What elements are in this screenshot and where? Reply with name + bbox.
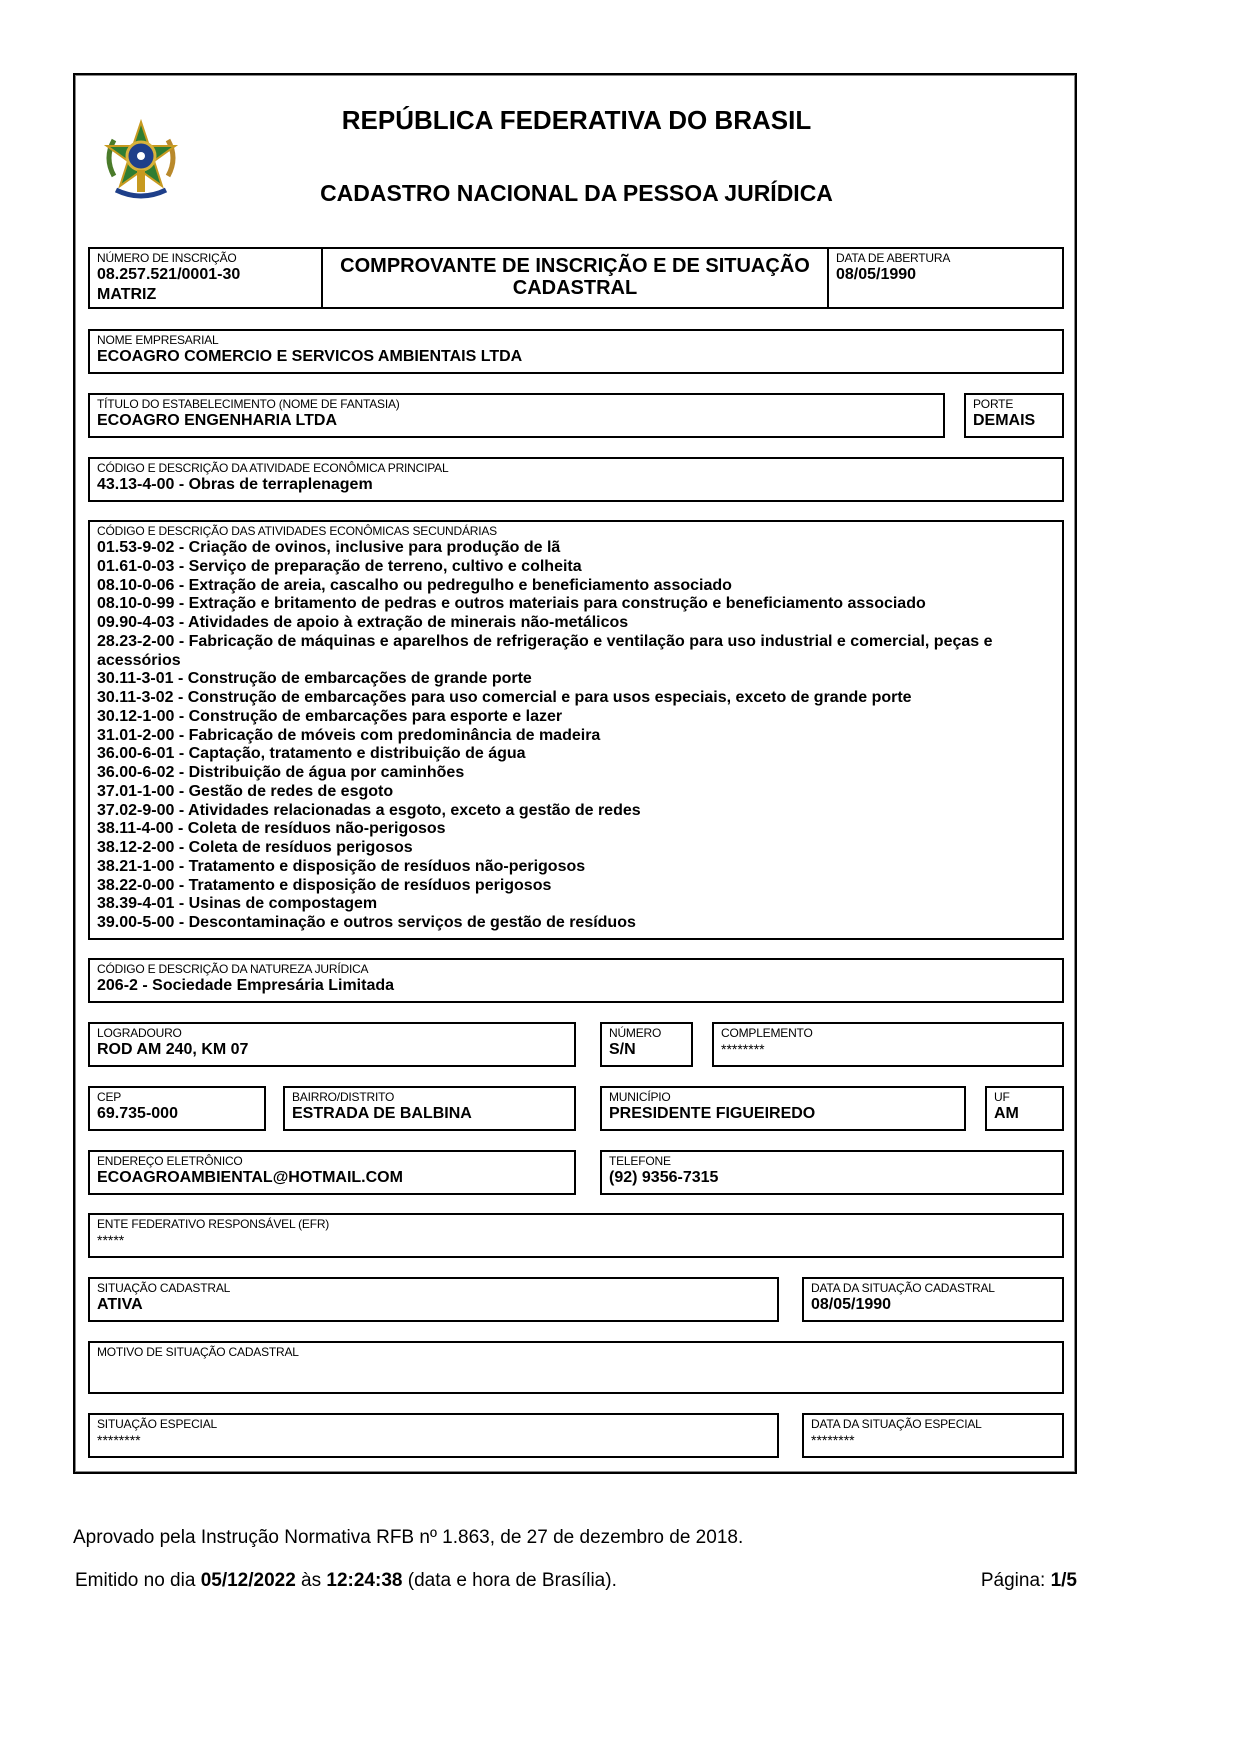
secondary-activity-item: 36.00-6-02 - Distribuição de água por caminhões [97,764,465,781]
situacao-especial-label: SITUAÇÃO ESPECIAL [97,1417,217,1431]
logradouro-field [88,1022,576,1067]
secondary-activity-item: 30.11-3-02 - Construção de embarcações para uso comercial e para usos especiais, exceto de grande porte [97,689,912,706]
uf-value: AM [994,1105,1019,1122]
municipio-label: MUNICÍPIO [609,1090,671,1104]
bairro-label: BAIRRO/DISTRITO [292,1090,395,1104]
porte-field [964,393,1064,438]
secondary-activity-item: 08.10-0-06 - Extração de areia, cascalho ou pedregulho e beneficiamento associado [97,576,732,594]
natureza-value: 206-2 - Sociedade Empresária Limitada [97,977,395,994]
nome-label: NOME EMPRESARIAL [97,333,219,347]
secondary-activity-item: 38.12-2-00 - Coleta de resíduos perigosos [97,839,413,856]
inscricao-label: NÚMERO DE INSCRIÇÃO [97,251,237,265]
secondary-activity-item: 39.00-5-00 - Descontaminação e outros serviços de gestão de resíduos [97,914,636,931]
situacao-especial-value: ******** [97,1432,141,1448]
secondary-activity-item: 08.10-0-99 - Extração e britamento de pedras e outros materiais para construção e beneficiamento associado [97,595,926,613]
situacao-cadastral-field [88,1277,779,1322]
uf-field [985,1086,1064,1131]
abertura-label: DATA DE ABERTURA [836,251,951,265]
secondary-activity-item: 38.11-4-00 - Coleta de resíduos não-perigosos [97,820,446,838]
emission-prefix: Emitido no dia [75,1570,201,1591]
cep-value: 69.735-000 [97,1105,178,1122]
secondary-activity-item: 37.02-9-00 - Atividades relacionadas a esgoto, exceto a gestão de redes [97,801,641,819]
atividades-secundarias-label: CÓDIGO E DESCRIÇÃO DAS ATIVIDADES ECONÔMICAS SECUNDÁRIAS [97,524,497,538]
efr-label: ENTE FEDERATIVO RESPONSÁVEL (EFR) [97,1217,330,1231]
atividade-principal-label: CÓDIGO E DESCRIÇÃO DA ATIVIDADE ECONÔMICA PRINCIPAL [97,461,449,475]
abertura-field [827,247,1064,309]
motivo-field [88,1341,1064,1394]
cep-field [88,1086,266,1131]
logradouro-value: ROD AM 240, KM 07 [97,1041,249,1058]
municipio-field [600,1086,966,1131]
porte-value: DEMAIS [973,412,1036,429]
fantasia-value: ECOAGRO ENGENHARIA LTDA [97,412,337,429]
comprovante-title-line2: CADASTRAL [512,277,638,299]
atividade-principal-value: 43.13-4-00 - Obras de terraplenagem [97,476,373,493]
logradouro-label: LOGRADOURO [97,1026,182,1040]
abertura-value: 08/05/1990 [836,266,917,283]
emission-suffix: (data e hora de Brasília). [402,1570,617,1591]
bairro-value: ESTRADA DE BALBINA [292,1105,472,1122]
approval-note: Aprovado pela Instrução Normativa RFB nº 1.863, de 27 de dezembro de 2018. [73,1527,744,1548]
secondary-activity-item: 30.11-3-01 - Construção de embarcações de grande porte [97,670,532,688]
situacao-value: ATIVA [97,1296,143,1313]
data-situacao-value: 08/05/1990 [811,1296,892,1313]
secondary-activity-item: 01.61-0-03 - Serviço de preparação de terreno, cultivo e colheita [97,557,582,575]
secondary-activity-item: 30.12-1-00 - Construção de embarcações para esporte e lazer [97,707,563,725]
secondary-activity-item: 37.01-1-00 - Gestão de redes de esgoto [97,782,394,800]
data-situacao-label: DATA DA SITUAÇÃO CADASTRAL [811,1281,995,1295]
inscricao-type: MATRIZ [97,286,157,303]
page-value: 1/5 [1050,1570,1077,1591]
porte-label: PORTE [973,397,1014,411]
secondary-activity-item: 31.01-2-00 - Fabricação de móveis com predominância de madeira [97,726,601,744]
data-situacao-field [802,1277,1064,1322]
natureza-label: CÓDIGO E DESCRIÇÃO DA NATUREZA JURÍDICA [97,962,369,976]
telefone-label: TELEFONE [609,1154,671,1168]
complemento-value: ******** [721,1041,765,1057]
situacao-especial-field [88,1413,779,1458]
atividade-principal-field [88,457,1064,502]
secondary-activity-item: 09.90-4-03 - Atividades de apoio à extração de minerais não-metálicos [97,614,629,631]
complemento-field [712,1022,1064,1067]
inscricao-field [88,247,323,309]
telefone-field [600,1150,1064,1195]
bairro-field [283,1086,576,1131]
cep-label: CEP [97,1090,122,1104]
nome-empresarial-field [88,329,1064,374]
complemento-label: COMPLEMENTO [721,1026,813,1040]
municipio-value: PRESIDENTE FIGUEIREDO [609,1105,816,1122]
email-value: ECOAGROAMBIENTAL@HOTMAIL.COM [97,1169,403,1186]
email-label: ENDEREÇO ELETRÔNICO [97,1154,243,1168]
situacao-label: SITUAÇÃO CADASTRAL [97,1281,231,1295]
atividades-secundarias-field [88,520,1064,940]
telefone-value: (92) 9356-7315 [609,1169,719,1186]
comprovante-title-box [321,247,829,309]
numero-label: NÚMERO [609,1026,662,1040]
page-indicator [981,1570,1077,1592]
emission-line [75,1570,617,1592]
emission-at: às [295,1570,327,1591]
secondary-activity-item: 01.53-9-02 - Criação de ovinos, inclusive para produção de lã [97,539,561,556]
secondary-activity-item: 38.22-0-00 - Tratamento e disposição de resíduos perigosos [97,876,552,894]
data-situacao-especial-field [802,1413,1064,1458]
registry-title: CADASTRO NACIONAL DA PESSOA JURÍDICA [320,180,833,206]
numero-field [600,1022,693,1067]
data-situacao-especial-label: DATA DA SITUAÇÃO ESPECIAL [811,1417,982,1431]
comprovante-title-line1: COMPROVANTE DE INSCRIÇÃO E DE SITUAÇÃO [340,255,810,277]
data-situacao-especial-value: ******** [811,1432,855,1448]
emission-time: 12:24:38 [326,1570,403,1591]
inscricao-number: 08.257.521/0001-30 [97,266,241,283]
natureza-juridica-field [88,958,1064,1003]
email-field [88,1150,576,1195]
atividades-secundarias-list [97,539,1046,933]
secondary-activity-item: 38.39-4-01 - Usinas de compostagem [97,895,378,913]
fantasia-field [88,393,945,438]
fantasia-label: TÍTULO DO ESTABELECIMENTO (NOME DE FANTASIA) [97,397,400,411]
numero-value: S/N [609,1041,636,1058]
efr-field [88,1213,1064,1258]
emission-date: 05/12/2022 [200,1570,296,1591]
page-label: Página: [980,1570,1051,1591]
efr-value: ***** [97,1232,125,1248]
republic-title: REPÚBLICA FEDERATIVA DO BRASIL [341,105,812,135]
secondary-activity-item: 38.21-1-00 - Tratamento e disposição de resíduos não-perigosos [97,857,586,875]
secondary-activity-item: 36.00-6-01 - Captação, tratamento e distribuição de água [97,745,526,763]
motivo-label: MOTIVO DE SITUAÇÃO CADASTRAL [97,1345,299,1359]
secondary-activity-item: 28.23-2-00 - Fabricação de máquinas e aparelhos de refrigeração e ventilação para uso industrial e comercial, peças e acessórios [97,632,993,669]
nome-value: ECOAGRO COMERCIO E SERVICOS AMBIENTAIS LTDA [97,348,523,365]
uf-label: UF [994,1090,1010,1104]
